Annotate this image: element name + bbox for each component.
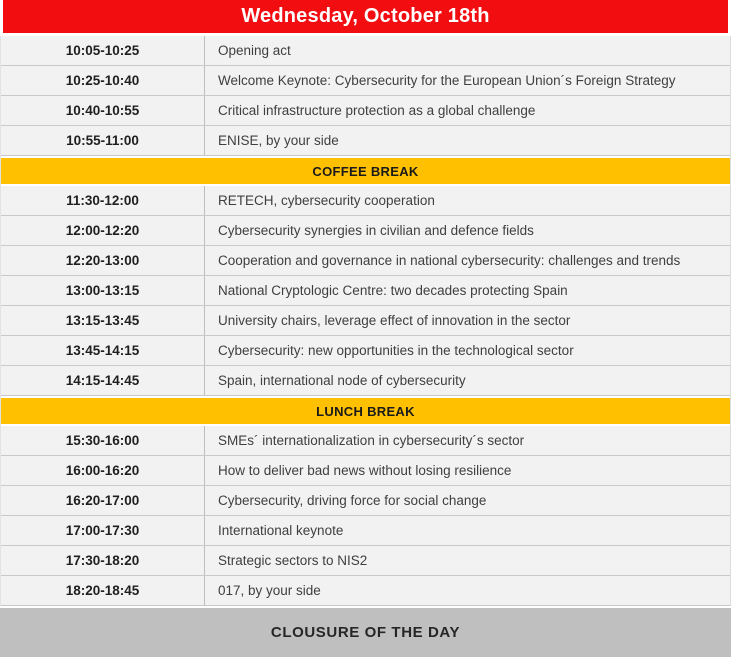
- session-row: [1, 546, 730, 576]
- session-time: 14:15-14:45: [1, 366, 205, 395]
- session-row: [1, 216, 730, 246]
- session-title: Strategic sectors to NIS2: [218, 553, 368, 568]
- session-row: [1, 486, 730, 516]
- session-time: 17:00-17:30: [1, 516, 205, 545]
- session-title: Cybersecurity synergies in civilian and defence fields: [218, 223, 534, 238]
- session-row: [1, 246, 730, 276]
- session-row: [1, 456, 730, 486]
- session-title: International keynote: [218, 523, 344, 538]
- closure-label: CLOUSURE OF THE DAY: [270, 624, 461, 641]
- session-title: RETECH, cybersecurity cooperation: [218, 193, 435, 208]
- session-row: [1, 186, 730, 216]
- session-row: [1, 96, 730, 126]
- day-title: Wednesday, October 18th: [241, 5, 490, 27]
- session-row: [1, 306, 730, 336]
- session-title: SMEs´ internationalization in cybersecurity´s sector: [218, 433, 525, 448]
- session-row: [1, 576, 730, 606]
- session-row: [1, 366, 730, 396]
- session-title: Opening act: [218, 43, 291, 58]
- day-header: [3, 0, 728, 33]
- session-time: 15:30-16:00: [1, 426, 205, 455]
- session-title: How to deliver bad news without losing resilience: [218, 463, 512, 478]
- session-row: [1, 336, 730, 366]
- session-row: [1, 276, 730, 306]
- session-time: 13:00-13:15: [1, 276, 205, 305]
- session-row: [1, 66, 730, 96]
- session-time: 12:20-13:00: [1, 246, 205, 275]
- session-time: 16:20-17:00: [1, 486, 205, 515]
- session-row: [1, 516, 730, 546]
- session-title: University chairs, leverage effect of innovation in the sector: [218, 313, 571, 328]
- session-row: [1, 36, 730, 66]
- session-title: ENISE, by your side: [218, 133, 339, 148]
- session-time: 10:05-10:25: [1, 36, 205, 65]
- session-title: 017, by your side: [218, 583, 321, 598]
- session-title: Welcome Keynote: Cybersecurity for the European Union´s Foreign Strategy: [218, 73, 676, 88]
- session-title: Critical infrastructure protection as a global challenge: [218, 103, 536, 118]
- break-row: [1, 156, 730, 186]
- session-time: 16:00-16:20: [1, 456, 205, 485]
- session-row: [1, 426, 730, 456]
- session-time: 12:00-12:20: [1, 216, 205, 245]
- session-time: 10:40-10:55: [1, 96, 205, 125]
- session-row: [1, 126, 730, 156]
- session-time: 13:45-14:15: [1, 336, 205, 365]
- session-time: 17:30-18:20: [1, 546, 205, 575]
- session-time: 18:20-18:45: [1, 576, 205, 605]
- session-time: 10:25-10:40: [1, 66, 205, 95]
- session-title: National Cryptologic Centre: two decades protecting Spain: [218, 283, 568, 298]
- break-row: [1, 396, 730, 426]
- session-time: 11:30-12:00: [1, 186, 205, 215]
- session-title: Cooperation and governance in national cybersecurity: challenges and trends: [218, 253, 681, 268]
- session-time: 13:15-13:45: [1, 306, 205, 335]
- session-title: Cybersecurity: new opportunities in the technological sector: [218, 343, 574, 358]
- session-time: 10:55-11:00: [1, 126, 205, 155]
- schedule-rows: [0, 36, 731, 606]
- session-title: Spain, international node of cybersecurity: [218, 373, 466, 388]
- break-label: LUNCH BREAK: [316, 403, 415, 419]
- break-label: COFFEE BREAK: [312, 163, 419, 179]
- session-title: Cybersecurity, driving force for social change: [218, 493, 487, 508]
- closure-banner: [0, 608, 731, 657]
